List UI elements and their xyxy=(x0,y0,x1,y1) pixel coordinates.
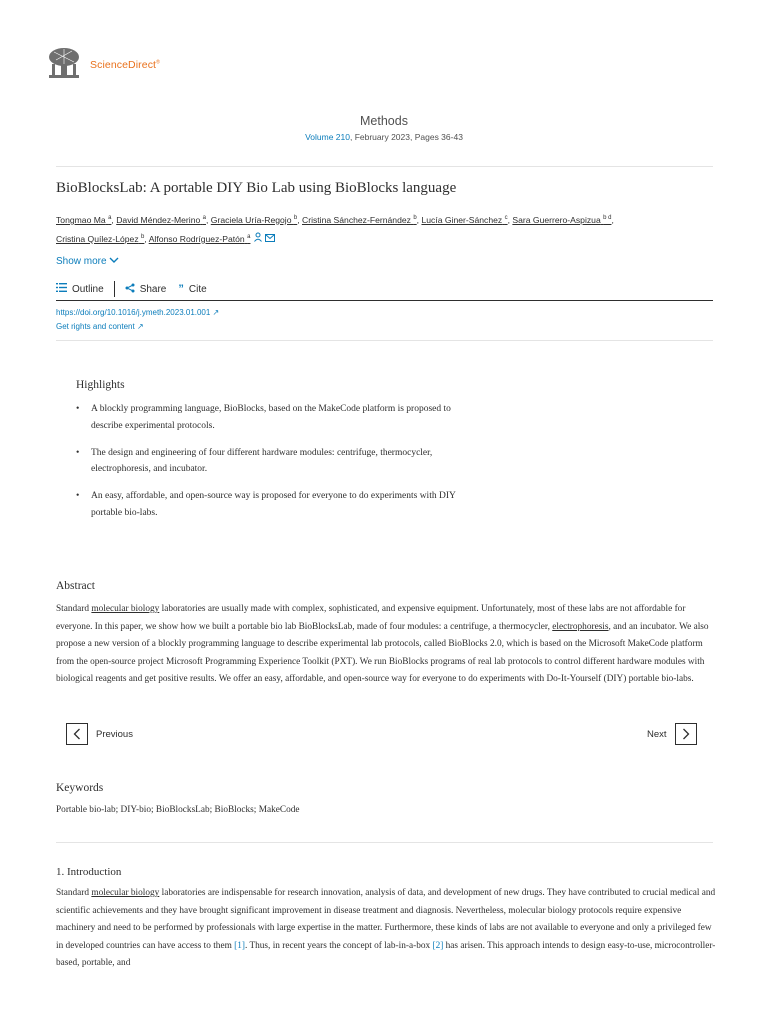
person-icon[interactable] xyxy=(253,231,263,248)
author-link[interactable]: David Méndez-Merino $^a$ xyxy=(116,214,206,225)
keywords-heading: Keywords xyxy=(56,782,104,794)
topic-link[interactable]: electrophoresis xyxy=(552,621,609,632)
article-title: BioBlocksLab: A portable DIY Bio Lab using BioBlocks language xyxy=(56,180,457,196)
author-link[interactable]: Graciela Uría-Regojo $^b$ xyxy=(210,214,298,225)
list-item: • A blockly programming language, BioBlocks, based on the MakeCode platform is proposed to describe experimental protocols. xyxy=(76,401,456,434)
author-link[interactable]: Tongmao Ma $^a$ xyxy=(56,214,112,225)
keywords-list: Portable bio-lab; DIY-bio; BioBlocksLab; BioBlocks; MakeCode xyxy=(56,805,300,815)
elsevier-tree-logo[interactable] xyxy=(46,46,82,80)
outline-button[interactable]: Outline xyxy=(56,283,104,295)
volume-link[interactable]: Volume 210 xyxy=(305,132,350,142)
topic-link[interactable]: molecular biology xyxy=(91,888,160,898)
previous-button[interactable]: Previous xyxy=(66,723,133,745)
article-toolbar xyxy=(56,281,207,297)
introduction-heading: 1. Introduction xyxy=(56,866,122,878)
reference-link[interactable]: [2] xyxy=(432,940,444,951)
rights-link[interactable]: Get rights and content ↗ xyxy=(56,322,144,331)
email-icon[interactable] xyxy=(265,231,275,248)
highlights-list xyxy=(76,401,456,532)
share-button[interactable]: Share xyxy=(125,283,167,296)
outline-icon xyxy=(56,283,67,295)
author-list: Tongmao Ma $^a$, David Méndez-Merino $^a$, Graciela Uría-Regojo $^b$, Cristina Sánchez-Fernández $^b$, Lucía Giner-Sánchez $^c$, Sara Guerrero-Aspizua $^{b d}$, Cristina Quílez-López $^b$, Alfonso Rodríguez-Patón $^a$ xyxy=(56,210,716,248)
divider xyxy=(56,842,713,843)
journal-title[interactable]: Methods xyxy=(360,114,408,128)
show-more-button[interactable]: Show more xyxy=(56,256,119,267)
highlights-heading: Highlights xyxy=(76,379,125,391)
introduction-text: Standard molecular biology laboratories are indispensable for research innovation, analysis of data, and development of new drugs. They have contributed to crucial medical and scientific achievements and they have brought significant improvement in disease treatment and diagnosis. Nevertheless, molecular biology protocols require expensive machinery and need to be performed by professionals with large expertise in the matter. Furthermore, these kinds of labs are not available to everyone and only a privileged few in developed countries can have access to them [1]. Thus, in recent years the concept of lab-in-a-box [2] has arisen. This approach intends to design easy-to-use, microcontroller-based, portable, and xyxy=(56,888,716,969)
author-link[interactable]: Cristina Sánchez-Fernández $^b$ xyxy=(302,214,417,225)
list-item: • An easy, affordable, and open-source way is proposed for everyone to do experiments with DIY portable bio-labs. xyxy=(76,488,456,521)
author-link[interactable]: Lucía Giner-Sánchez $^c$ xyxy=(421,214,508,225)
cite-button[interactable]: ” Cite xyxy=(178,283,207,295)
share-icon xyxy=(125,283,135,296)
sciencedirect-brand[interactable]: ScienceDirect® xyxy=(90,59,160,71)
chevron-left-icon xyxy=(66,723,88,745)
author-link[interactable]: Alfonso Rodríguez-Patón $^a$ xyxy=(148,233,251,244)
divider xyxy=(56,340,713,341)
author-link[interactable]: Sara Guerrero-Aspizua $^{b d}$ xyxy=(512,214,612,225)
list-item: • The design and engineering of four different hardware modules: centrifuge, thermocycler, electrophoresis, and incubator. xyxy=(76,445,456,478)
author-link[interactable]: Cristina Quílez-López $^b$ xyxy=(56,233,145,244)
chevron-right-icon xyxy=(675,723,697,745)
chevron-down-icon xyxy=(109,256,119,267)
divider xyxy=(56,166,713,167)
topic-link[interactable]: molecular biology xyxy=(91,604,160,614)
volume-info: Volume 210, February 2023, Pages 36-43 xyxy=(305,132,463,142)
toolbar-separator xyxy=(114,281,115,297)
doi-link[interactable]: https://doi.org/10.1016/j.ymeth.2023.01.001 ↗ xyxy=(56,308,220,317)
abstract-text: Standard molecular biology laboratories are usually made with complex, sophisticated, and expensive equipment. Unfortunately, most of these labs are not affordable for everyone. In this paper, we show how we built a portable bio lab BioBlocksLab, made of four modules: a centrifuge, a thermocycler, electrophoresis, and an incubator. We also propose a new version of a blockly programming language to describe experimental lab protocols, called BioBlocks 2.0, which is based on the Microsoft MakeCode platform from the open-source project Microsoft Programming Experience Toolkit (PXT). We run BioBlocks programs of real lab protocols to control different hardware modules with biological reagents and get positive results. We offer an easy, affordable, and open-source way for everyone to do experiments with Do-It-Yourself (DIY) portable bio-labs. xyxy=(56,604,709,685)
next-button[interactable]: Next xyxy=(647,723,697,745)
reference-link[interactable]: [1] xyxy=(234,940,245,951)
abstract-heading: Abstract xyxy=(56,580,95,592)
quote-icon: ” xyxy=(178,283,184,295)
toolbar-underline xyxy=(56,300,713,301)
